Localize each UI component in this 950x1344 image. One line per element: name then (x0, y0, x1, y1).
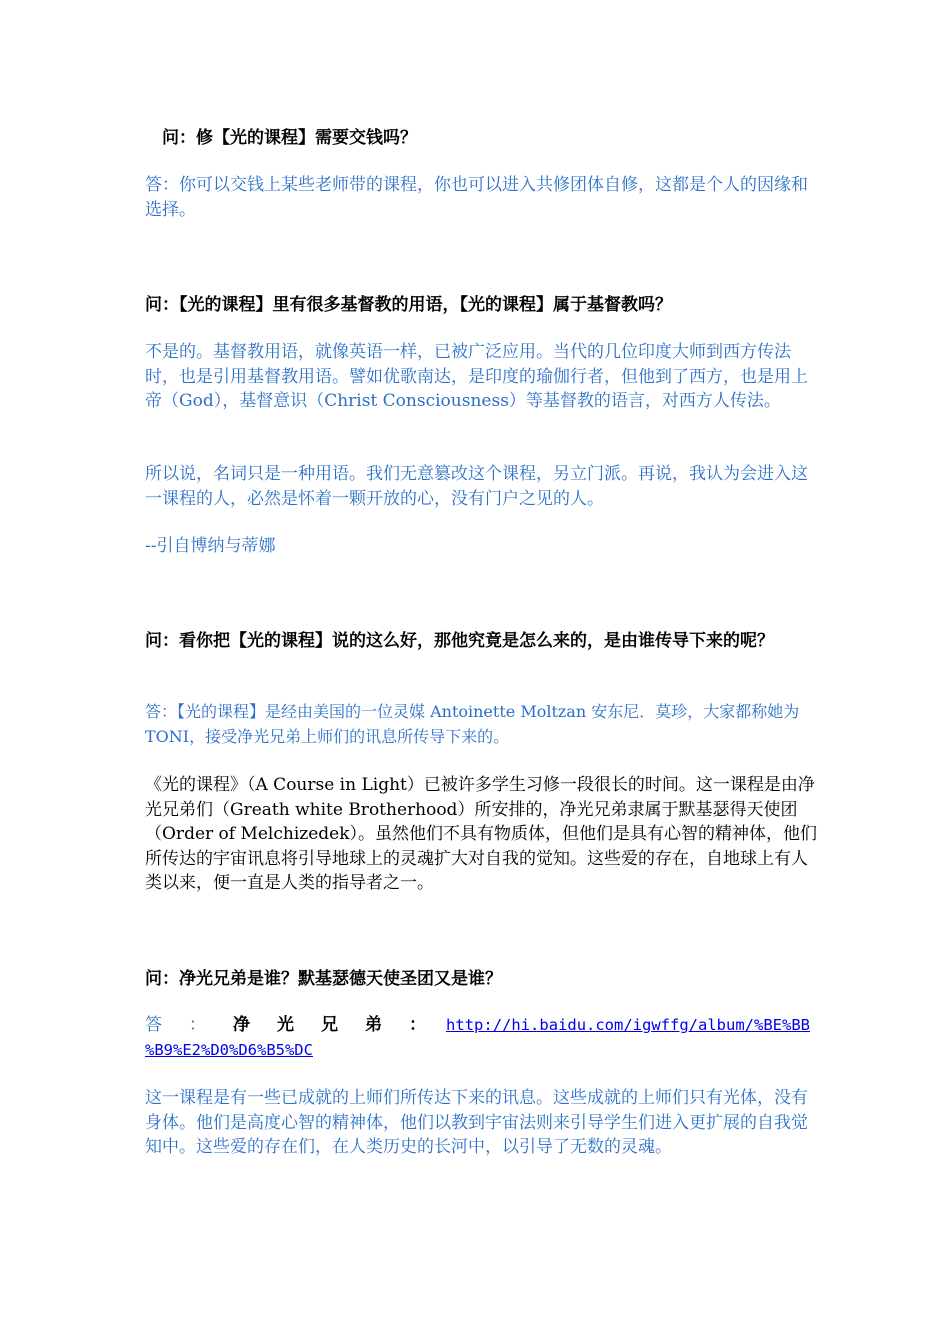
answer-4-paragraph-1: 这一课程是有一些已成就的上师们所传达下来的讯息。这些成就的上师们只有光体，没有身体。他们是高度心智的精神体，他们以教到宇宙法则来引导学生们进入更扩展的自我觉知中。这些爱的存在们，在人类历史的长河中，以引导了无数的灵魂。 (145, 1088, 808, 1157)
album-link-line-2[interactable]: %B9%E2%D0%D6%B5%DC (145, 1041, 313, 1059)
question-2: 问：【光的课程】里有很多基督教的用语，【光的课程】属于基督教吗？ (145, 295, 672, 315)
answer-1: 答：你可以交钱上某些老师带的课程，你也可以进入共修团体自修，这都是个人的因缘和选择。 (145, 175, 808, 220)
question-1: 问：修【光的课程】需要交钱吗？ (162, 128, 417, 148)
album-link-line-2-wrap (145, 1038, 810, 1063)
question-4: 问：净光兄弟是谁？默基瑟德天使圣团又是谁？ (145, 969, 502, 989)
answer-2-paragraph-1: 不是的。基督教用语，就像英语一样，已被广泛应用。当代的几位印度大师到西方传法时，也是引用基督教用语。譬如优歌南达，是印度的瑜伽行者，但他到了西方，也是用上帝（God），基督意识（Christ Consciousness）等基督教的语言，对西方人传法。 (145, 342, 808, 411)
answer-4-line (145, 1013, 810, 1038)
answer-4-label: 答 ： 净 光 兄 弟 ： (145, 1015, 426, 1035)
answer-3-paragraph-1: 《光的课程》（A Course in Light）已被许多学生习修一段很长的时间。这一课程是由净光兄弟们（Greath white Brotherhood）所安排的，净光兄弟隶属于默基瑟得天使团（Order of Melchizedek）。虽然他们不具有物质体，但他们是具有心智的精神体，他们所传达的宇宙讯息将引导地球上的灵魂扩大对自我的觉知。这些爱的存在，自地球上有人类以来，便一直是人类的指导者之一。 (145, 775, 818, 893)
question-3: 问：看你把【光的课程】说的这么好，那他究竟是怎么来的，是由谁传导下来的呢？ (145, 631, 774, 651)
album-link-line-1[interactable]: http://hi.baidu.com/igwffg/album/%BE%BB (446, 1016, 810, 1034)
answer-2-citation: --引自博纳与蒂娜 (145, 536, 276, 556)
answer-3: 答：【光的课程】是经由美国的一位灵媒 Antoinette Moltzan 安东尼．莫珍，大家都称她为TONI，接受净光兄弟上师们的讯息所传导下来的。 (145, 702, 800, 746)
answer-2-paragraph-2: 所以说，名词只是一种用语。我们无意篡改这个课程，另立门派。再说，我认为会进入这一课程的人，必然是怀着一颗开放的心，没有门户之见的人。 (145, 464, 808, 509)
